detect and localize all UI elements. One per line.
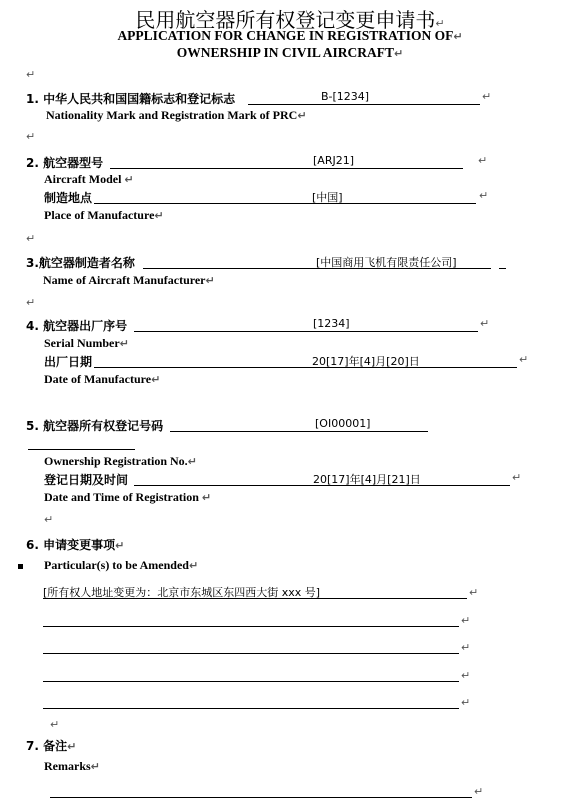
paragraph-mark: ↵ bbox=[482, 90, 492, 103]
paragraph-mark: ↵ bbox=[461, 641, 471, 654]
section-3-label-en: Name of Aircraft Manufacturer↵ bbox=[43, 273, 215, 287]
amendment-particulars-field[interactable]: [所有权人地址变更为：北京市东城区东四西大街 xxx 号] bbox=[43, 586, 321, 599]
registration-mark-field[interactable]: B-[1234] bbox=[321, 90, 370, 103]
place-of-manufacture-label-cn: 制造地点 bbox=[44, 191, 93, 205]
amendment-line-2[interactable] bbox=[43, 626, 459, 627]
manufacturer-name-field[interactable]: [中国商用飞机有限责任公司] bbox=[316, 256, 457, 269]
paragraph-mark: ↵ bbox=[461, 669, 471, 682]
document-title-en-line2: OWNERSHIP IN CIVIL AIRCRAFT↵ bbox=[176, 45, 404, 60]
section-5-label-cn: 5. 航空器所有权登记号码 bbox=[26, 419, 164, 433]
section-2-label-en: Aircraft Model ↵ bbox=[44, 172, 134, 186]
registration-date-label-en: Date and Time of Registration ↵ bbox=[44, 490, 212, 504]
aircraft-model-field[interactable]: [ARJ21] bbox=[313, 154, 354, 167]
date-of-manufacture-field[interactable]: 20[17]年[4]月[20]日 bbox=[312, 355, 420, 368]
paragraph-mark: ↵ bbox=[26, 68, 36, 81]
paragraph-mark: ↵ bbox=[50, 718, 60, 731]
section-1-label-en: Nationality Mark and Registration Mark of PRC↵ bbox=[46, 108, 307, 122]
date-of-manufacture-label-cn: 出厂日期 bbox=[44, 355, 93, 369]
paragraph-mark: ↵ bbox=[461, 614, 471, 627]
paragraph-mark: ↵ bbox=[512, 471, 522, 484]
paragraph-mark: ↵ bbox=[26, 296, 36, 309]
remarks-line[interactable] bbox=[50, 797, 472, 798]
date-of-manufacture-underline bbox=[94, 367, 517, 368]
section-5-underline bbox=[170, 431, 428, 432]
place-of-manufacture-label-en: Place of Manufacture↵ bbox=[44, 208, 164, 222]
serial-number-field[interactable]: [1234] bbox=[313, 317, 350, 330]
registration-date-label-cn: 登记日期及时间 bbox=[44, 473, 129, 487]
section-2-underline bbox=[110, 168, 463, 169]
section-5-label-en: Ownership Registration No.↵ bbox=[44, 454, 197, 468]
paragraph-mark: ↵ bbox=[478, 154, 488, 167]
section-6-label-en: Particular(s) to be Amended↵ bbox=[44, 558, 199, 572]
section-1-underline bbox=[248, 104, 480, 105]
document-title-cn: 民用航空器所有权登记变更申请书↵ bbox=[135, 8, 445, 32]
amendment-line-5[interactable] bbox=[43, 708, 459, 709]
bullet-icon bbox=[18, 564, 23, 569]
section-6-label-cn: 6. 申请变更事项↵ bbox=[26, 538, 125, 552]
section-4-underline bbox=[134, 331, 478, 332]
place-of-manufacture-field[interactable]: [中国] bbox=[312, 191, 343, 204]
paragraph-mark: ↵ bbox=[26, 130, 36, 143]
paragraph-mark: ↵ bbox=[479, 189, 489, 202]
section-7-label-cn: 7. 备注↵ bbox=[26, 739, 77, 753]
section-7-label-en: Remarks↵ bbox=[44, 759, 100, 773]
section-3-label-cn: 3.航空器制造者名称 bbox=[26, 256, 135, 270]
paragraph-mark: ↵ bbox=[469, 586, 479, 599]
amendment-line-4[interactable] bbox=[43, 681, 459, 682]
paragraph-mark: ↵ bbox=[519, 353, 529, 366]
paragraph-mark: ↵ bbox=[461, 696, 471, 709]
section-2-label-cn: 2. 航空器型号 bbox=[26, 156, 104, 170]
paragraph-mark: ↵ bbox=[44, 513, 54, 526]
place-of-manufacture-underline bbox=[94, 203, 476, 204]
ownership-registration-number-field[interactable]: [OI00001] bbox=[315, 417, 371, 430]
section-3-underline-end bbox=[499, 268, 506, 269]
paragraph-mark: ↵ bbox=[480, 317, 490, 330]
registration-date-field[interactable]: 20[17]年[4]月[21]日 bbox=[313, 473, 421, 486]
section-4-label-en: Serial Number↵ bbox=[44, 336, 129, 350]
paragraph-mark: ↵ bbox=[26, 232, 36, 245]
amendment-line-1 bbox=[43, 598, 467, 599]
document-title-en-line1: APPLICATION FOR CHANGE IN REGISTRATION OF↵ bbox=[117, 28, 463, 43]
section-5-underline-continued bbox=[28, 449, 135, 450]
section-1-label-cn: 1. 中华人民共和国国籍标志和登记标志 bbox=[26, 92, 236, 106]
amendment-line-3[interactable] bbox=[43, 653, 459, 654]
date-of-manufacture-label-en: Date of Manufacture↵ bbox=[44, 372, 161, 386]
section-4-label-cn: 4. 航空器出厂序号 bbox=[26, 319, 128, 333]
paragraph-mark: ↵ bbox=[474, 785, 484, 798]
